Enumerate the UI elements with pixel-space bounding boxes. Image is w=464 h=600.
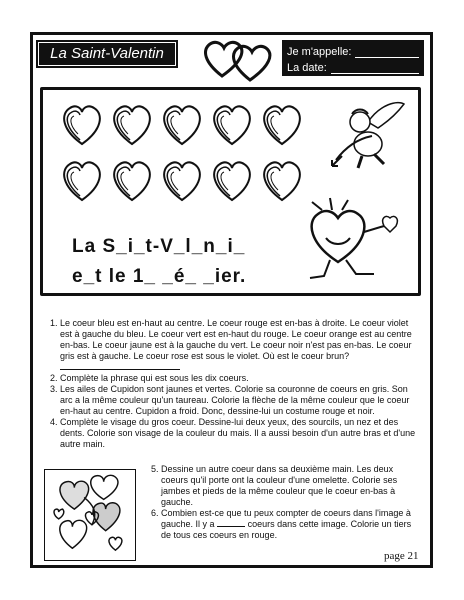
heart-icon[interactable]: [164, 106, 200, 144]
instruction-5: 5. Dessine un autre coeur dans sa deuxième main. Les deux coeurs qu'il porte ont la couleur d'une omelette. Colorie ses jambes et pieds de la même couleur que le coeur en-bas à gauche.: [161, 464, 419, 508]
name-row: [287, 42, 419, 58]
hearts-cluster-image[interactable]: [44, 469, 136, 561]
phrase-line-2: e_t le 1_ _é_ _ier.: [72, 266, 247, 287]
name-field[interactable]: [355, 46, 419, 58]
heart-icon[interactable]: [264, 162, 300, 200]
name-date-box: [282, 40, 424, 76]
instruction-3: 3. Les ailes de Cupidon sont jaunes et vertes. Colorie sa couronne de coeurs en gris. Son arc a la même couleur qu'un taureau. Colorie la flèche de la même couleur que le coeur en-haut au centre. Cupidon a froid. Donc, dessine-lui un costume rouge et noir.: [60, 384, 416, 417]
hearts-grid[interactable]: [58, 102, 318, 212]
heart-icon[interactable]: [64, 106, 100, 144]
fill-in-phrase[interactable]: [72, 232, 246, 292]
instruction-4: 4. Complète le visage du gros coeur. Dessine-lui deux yeux, des sourcils, un nez et des dents. Colorie son visage de la couleur du mais. Il a aussi besoin d'un autre bras et d'une autre main.: [60, 417, 416, 450]
heart-icon[interactable]: [64, 162, 100, 200]
page-title: La Saint-Valentin: [36, 40, 178, 68]
name-label: Je m'appelle:: [287, 46, 352, 58]
instructions: [44, 318, 416, 450]
page-number: page 21: [384, 550, 419, 562]
instructions-continued: [147, 464, 419, 541]
answer-blank[interactable]: [60, 369, 180, 370]
instruction-1: 1. Le coeur bleu est en-haut au centre. Le coeur rouge est en-bas à droite. Le coeur violet est à gauche du bleu. Le coeur vert est en-haut du rouge. Le coeur orange est au centre en-bas. Le coeur jaune est à la gauche du vert. Le coeur noir n'est pas en-bas. Le coeur gris est à gauche. Le coeur rose est sous le violet. Où est le coeur brun?: [60, 318, 416, 373]
count-blank[interactable]: [217, 526, 245, 527]
date-row: [287, 58, 419, 74]
heart-icon[interactable]: [114, 162, 150, 200]
heart-icon[interactable]: [214, 162, 250, 200]
phrase-line-1: La S_i_t-V_l_n_i_: [72, 236, 246, 257]
double-heart-icon: [200, 36, 276, 82]
cupid-illustration[interactable]: [328, 94, 408, 174]
heart-icon[interactable]: [214, 106, 250, 144]
heart-icon[interactable]: [264, 106, 300, 144]
instruction-6: 6. Combien est-ce que tu peux compter de coeurs dans l'image à gauche. Il y a coeurs dans cette image. Colorie un tiers de tous ces coeurs en rouge.: [161, 508, 419, 541]
heart-character-illustration[interactable]: [300, 196, 410, 284]
date-label: La date:: [287, 62, 327, 74]
heart-icon[interactable]: [164, 162, 200, 200]
instruction-2: 2. Complète la phrase qui est sous les dix coeurs.: [60, 373, 416, 384]
heart-icon[interactable]: [114, 106, 150, 144]
date-field[interactable]: [331, 62, 419, 74]
